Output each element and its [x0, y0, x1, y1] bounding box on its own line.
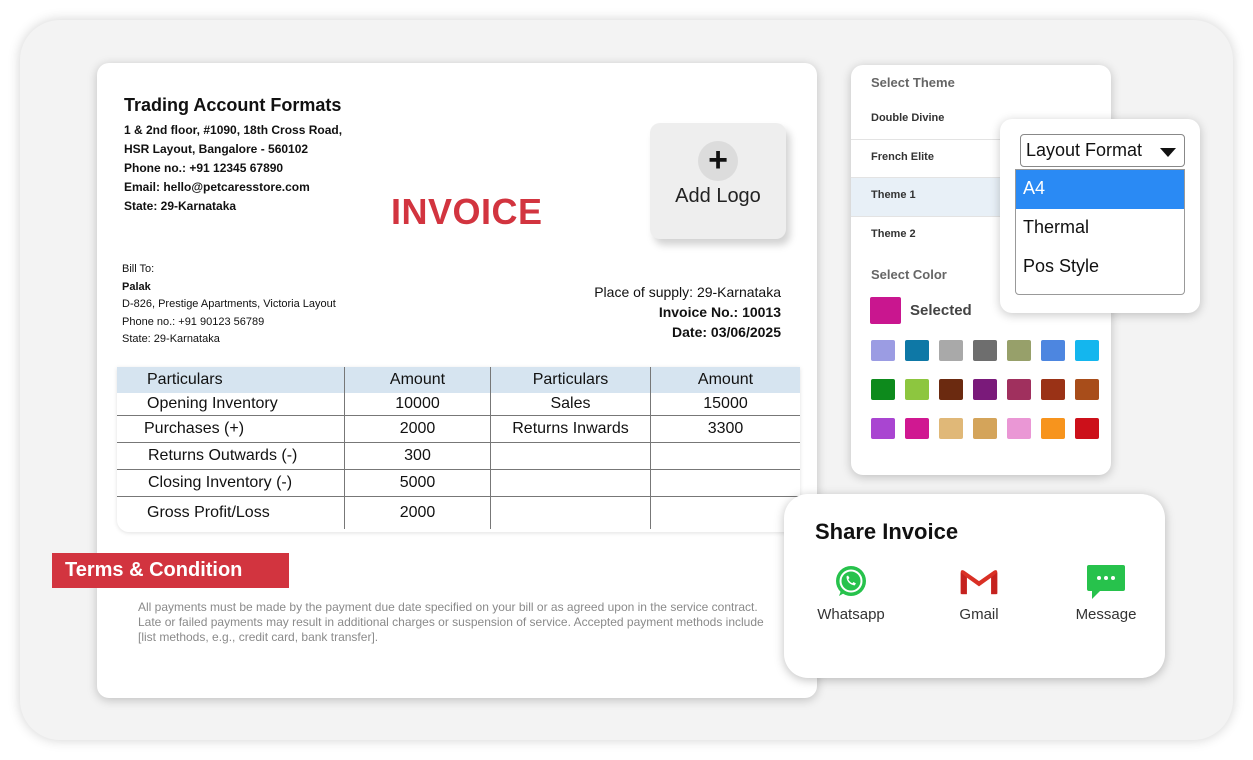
layout-format-label: Layout Format [1026, 140, 1143, 160]
layout-format-options [1015, 169, 1185, 295]
color-swatch[interactable] [973, 418, 997, 439]
table-cell [651, 497, 800, 529]
header-amount: Amount [697, 371, 754, 388]
layout-format-select[interactable] [1020, 134, 1185, 167]
company-phone: Phone no.: +91 12345 67890 [124, 161, 284, 175]
company-email: Email: hello@petcaresstore.com [124, 180, 310, 194]
header-particulars: Particulars [491, 367, 651, 393]
table-cell [491, 470, 651, 496]
color-swatch[interactable] [871, 340, 895, 361]
bill-to-name: Palak [122, 280, 151, 293]
company-address-line-1: 1 & 2nd floor, #1090, 18th Cross Road, [124, 123, 343, 137]
color-swatch[interactable] [1007, 418, 1031, 439]
color-swatch[interactable] [1075, 418, 1099, 439]
selected-color-label: Selected [910, 301, 972, 319]
table-cell [651, 470, 800, 496]
color-swatch[interactable] [1041, 379, 1065, 400]
bill-to [122, 261, 336, 349]
color-swatch[interactable] [905, 418, 929, 439]
table-row [117, 416, 800, 443]
select-color-heading: Select Color [871, 267, 947, 282]
color-swatch[interactable] [1007, 379, 1031, 400]
table-cell: 300 [345, 443, 491, 469]
table-row [117, 470, 800, 497]
bill-to-state: State: 29-Karnataka [122, 333, 220, 345]
terms-heading: Terms & Condition [52, 553, 289, 588]
gmail-icon [959, 564, 999, 600]
terms-text: All payments must be made by the payment due date specified on your bill or as agreed upon in the service contract. Late or failed payments may result in additional charges or suspension of service. Accepted payment methods include [list methods, e.g., credit card, bank transfer]. [138, 600, 764, 644]
select-theme-heading: Select Theme [871, 75, 955, 90]
table-cell [491, 443, 651, 469]
invoice-number: Invoice No.: 10013 [658, 304, 781, 320]
layout-option-pos-style[interactable]: Pos Style [1023, 256, 1100, 276]
table-cell: Returns Inwards [491, 416, 651, 442]
table-cell: 3300 [707, 420, 744, 437]
color-swatch[interactable] [1041, 418, 1065, 439]
table-cell: 15000 [703, 395, 748, 412]
table-cell: Closing Inventory (-) [117, 470, 345, 496]
whatsapp-icon [831, 564, 871, 600]
color-swatch[interactable] [939, 379, 963, 400]
message-label: Message [1075, 606, 1137, 623]
theme-option-theme-1[interactable]: Theme 1 [851, 178, 1111, 217]
table-cell [651, 443, 800, 469]
bill-to-phone: Phone no.: +91 90123 56789 [122, 315, 265, 328]
message-icon [1086, 564, 1126, 600]
theme-option-theme-2[interactable]: Theme 2 [871, 227, 916, 240]
table-cell: Sales [491, 393, 651, 415]
supply-details [594, 282, 781, 342]
table-row [117, 393, 800, 416]
share-gmail-button[interactable] [924, 564, 1034, 623]
color-swatch[interactable] [939, 418, 963, 439]
color-swatch[interactable] [939, 340, 963, 361]
color-swatch[interactable] [905, 340, 929, 361]
table-cell: Returns Outwards (-) [117, 443, 345, 469]
theme-option-french-elite[interactable]: French Elite [851, 140, 1111, 179]
theme-option-double-divine[interactable]: Double Divine [851, 101, 1111, 140]
color-swatch[interactable] [1041, 340, 1065, 361]
chevron-down-icon [1160, 148, 1176, 157]
table-row [117, 497, 800, 529]
bill-to-heading: Bill To: [122, 263, 155, 275]
share-whatsapp-button[interactable] [796, 564, 906, 623]
color-swatch[interactable] [1075, 340, 1099, 361]
color-swatch[interactable] [1075, 379, 1099, 400]
color-swatch[interactable] [871, 418, 895, 439]
header-particulars: Particulars [117, 367, 345, 393]
header-amount: Amount [345, 367, 491, 393]
table-cell: 10000 [345, 393, 491, 415]
table-cell: Purchases (+) [117, 416, 345, 442]
invoice-date: Date: 03/06/2025 [672, 324, 781, 340]
invoice-preview [65, 63, 817, 698]
layout-format-panel [1000, 119, 1200, 313]
company-details [124, 95, 342, 216]
table-header [117, 367, 800, 393]
share-invoice-title: Share Invoice [815, 519, 959, 544]
table-cell: 2000 [345, 497, 491, 529]
color-swatch[interactable] [973, 340, 997, 361]
company-state: State: 29-Karnataka [124, 199, 237, 213]
layout-option-a4[interactable]: A4 [1016, 170, 1184, 209]
plus-icon: + [698, 141, 738, 181]
whatsapp-label: Whatsapp [817, 606, 885, 623]
share-message-button[interactable] [1051, 564, 1161, 623]
table-cell: Opening Inventory [117, 393, 345, 415]
company-name: Trading Account Formats [124, 95, 342, 115]
table-cell [491, 497, 651, 529]
company-address-line-2: HSR Layout, Bangalore - 560102 [124, 142, 309, 156]
table-cell: 2000 [345, 416, 491, 442]
layout-option-thermal[interactable]: Thermal [1023, 217, 1090, 237]
color-swatch[interactable] [973, 379, 997, 400]
add-logo-label: Add Logo [675, 185, 761, 207]
gmail-label: Gmail [959, 606, 999, 623]
invoice-title: INVOICE [391, 191, 543, 232]
table-cell: Gross Profit/Loss [117, 497, 345, 529]
share-invoice-panel [784, 494, 1165, 678]
trading-account-table [117, 367, 800, 532]
add-logo-button[interactable] [650, 123, 786, 239]
color-swatch-grid [851, 329, 1111, 439]
bill-to-address: D-826, Prestige Apartments, Victoria Layout [122, 298, 336, 310]
color-swatch[interactable] [905, 379, 929, 400]
place-of-supply: Place of supply: 29-Karnataka [594, 284, 781, 300]
selected-color-swatch [870, 297, 901, 324]
table-cell: 5000 [345, 470, 491, 496]
color-swatch[interactable] [871, 379, 895, 400]
color-swatch[interactable] [1007, 340, 1031, 361]
table-row [117, 443, 800, 470]
